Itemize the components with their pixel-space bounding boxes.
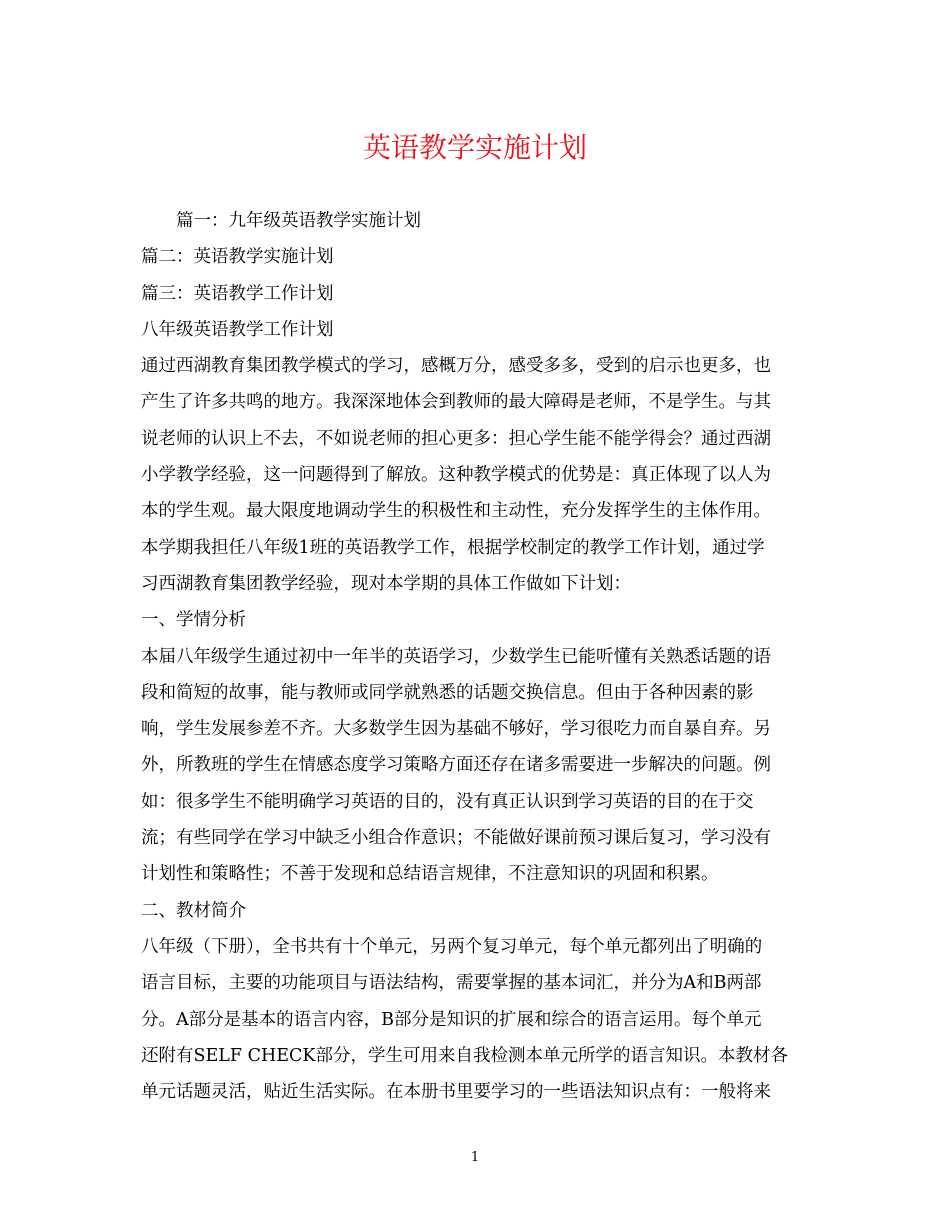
text-line: 篇三：英语教学工作计划 — [141, 283, 334, 304]
text-line: 还附有SELF CHECK部分，学生可用来自我检测本单元所学的语言知识。本教材各 — [141, 1045, 788, 1066]
text-line: 本届八年级学生通过初中一年半的英语学习，少数学生已能听懂有关熟悉话题的语 — [141, 646, 771, 667]
text-line: 计划性和策略性；不善于发现和总结语言规律，不注意知识的巩固和积累。 — [141, 864, 719, 885]
section-heading: 二、教材简介 — [141, 900, 246, 921]
page-number: 1 — [470, 1150, 480, 1165]
text-line: 习西湖教育集团教学经验，现对本学期的具体工作做如下计划： — [141, 573, 631, 594]
text-line: 篇一：九年级英语教学实施计划 — [176, 211, 421, 231]
text-line: 外，所教班的学生在情感态度学习策略方面还存在诸多需要进一步解决的问题。例 — [141, 755, 771, 776]
text-line: 本的学生观。最大限度地调动学生的积极性和主动性，充分发挥学生的主体作用。 — [141, 501, 771, 522]
text-line: 如：很多学生不能明确学习英语的目的，没有真正认识到学习英语的目的在于交 — [141, 791, 754, 812]
document-body — [141, 203, 815, 1110]
text-line: 八年级（下册），全书共有十个单元，另两个复习单元，每个单元都列出了明确的 — [141, 936, 763, 957]
text-line: 流；有些同学在学习中缺乏小组合作意识；不能做好课前预习课后复习，学习没有 — [141, 828, 771, 849]
text-line: 单元话题灵活，贴近生活实际。在本册书里要学习的一些语法知识点有：一般将来 — [141, 1082, 771, 1103]
text-line: 段和简短的故事，能与教师或同学就熟悉的话题交换信息。但由于各种因素的影 — [141, 682, 754, 703]
section-heading: 一、学情分析 — [141, 610, 246, 631]
text-line: 篇二：英语教学实施计划 — [141, 247, 334, 268]
text-line: 语言目标，主要的功能项目与语法结构，需要掌握的基本词汇，并分为A和B两部 — [141, 973, 762, 994]
text-line: 说老师的认识上不去，不如说老师的担心更多：担心学生能不能学得会？通过西湖 — [141, 428, 771, 449]
text-line: 响，学生发展参差不齐。大多数学生因为基础不够好，学习很吃力而自暴自弃。另 — [141, 719, 771, 740]
text-line: 通过西湖教育集团教学模式的学习，感概万分，感受多多，受到的启示也更多，也 — [141, 356, 771, 377]
text-line: 八年级英语教学工作计划 — [141, 319, 334, 340]
text-line: 小学教学经验，这一问题得到了解放。这种教学模式的优势是：真正体现了以人为 — [141, 465, 771, 486]
text-line: 本学期我担任八年级1班的英语教学工作，根据学校制定的教学工作计划，通过学 — [141, 537, 765, 558]
text-line: 分。A部分是基本的语言内容，B部分是知识的扩展和综合的语言运用。每个单元 — [141, 1009, 762, 1030]
text-line: 产生了许多共鸣的地方。我深深地体会到教师的最大障碍是老师，不是学生。与其 — [141, 392, 771, 413]
page-title: 英语教学实施计划 — [362, 131, 587, 164]
